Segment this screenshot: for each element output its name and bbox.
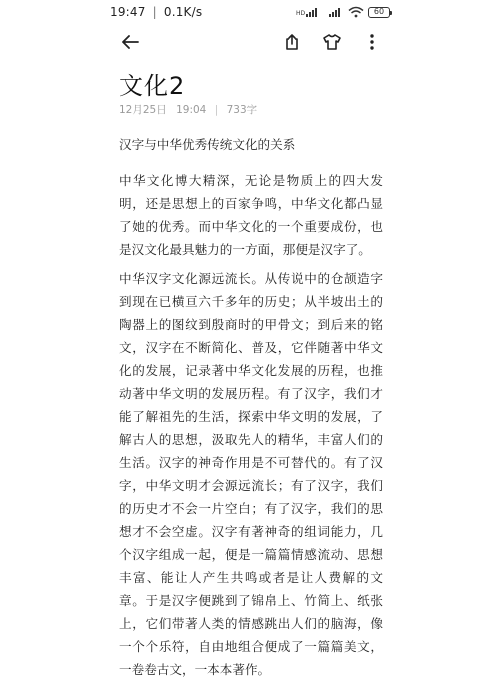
note-paragraph-heading: 汉字与中华优秀传统文化的关系	[119, 137, 296, 152]
toolbar	[0, 26, 500, 62]
tshirt-icon	[322, 33, 342, 55]
theme-button[interactable]	[320, 32, 344, 56]
share-icon	[283, 33, 301, 55]
status-separator: |	[152, 5, 157, 19]
note-meta	[119, 102, 257, 117]
note-paragraph: 中华文化博大精深，无论是物质上的四大发明，还是思想上的百家争鸣，中华文化都凸显了她的优秀。而中华文化的一个重要成份，也是汉文化最具魅力的一方面，那便是汉字了。	[119, 173, 383, 257]
status-left	[110, 5, 202, 19]
status-icons	[296, 5, 390, 19]
note-date: 12月25日	[119, 104, 167, 116]
hd-signal-icon	[296, 3, 324, 22]
note-title[interactable]: 文化2	[119, 72, 186, 100]
word-count: 733字	[226, 104, 258, 116]
status-time: 19:47	[110, 5, 146, 19]
signal-icon	[328, 3, 344, 22]
battery-level: 60	[373, 7, 385, 16]
back-button[interactable]	[118, 32, 142, 56]
note-paragraph: 中华汉字文化源远流长。从传说中的仓颉造字到现在已横亘六千多年的历史；从半坡出土的陶器上的图纹到殷商时的甲骨文；到后来的铭文，汉字在不断简化、普及，它伴随著中华文化的发展，记录著中华文化发展的历程，也推动著中华文明的发展历程。有了汉字，我们才能了解祖先的生活，探索中华文明的发展，了解古人的思想，汲取先人的精华，丰富人们的生活。汉字的神奇作用是不可替代的。有了汉字，中华文明才会源远流长；有了汉字，我们的历史才不会一片空白；有了汉字，我们的思想才不会空虚。汉字有著神奇的组词能力，几个汉字组成一起，便是一篇篇情感流动、思想丰富、能让人产生共鸣或者是让人费解的文章。于是汉字便跳到了锦帛上、竹简上、纸张上，它们带著人类的情感跳出人们的脑海，像一个个乐符，自由地组合便成了一篇篇美文，一卷卷古文，一本本著作。	[119, 271, 383, 677]
arrow-left-icon	[120, 34, 140, 54]
share-button[interactable]	[280, 32, 304, 56]
wifi-icon	[348, 3, 364, 22]
meta-separator: |	[214, 104, 219, 116]
network-speed: 0.1K/s	[163, 5, 203, 19]
status-bar	[0, 0, 500, 26]
note-time: 19:04	[176, 104, 207, 116]
note-body[interactable]	[119, 133, 383, 687]
svg-text:HD: HD	[296, 9, 306, 17]
more-button[interactable]	[360, 32, 384, 56]
battery-icon	[368, 7, 390, 18]
more-vertical-icon	[369, 33, 375, 55]
